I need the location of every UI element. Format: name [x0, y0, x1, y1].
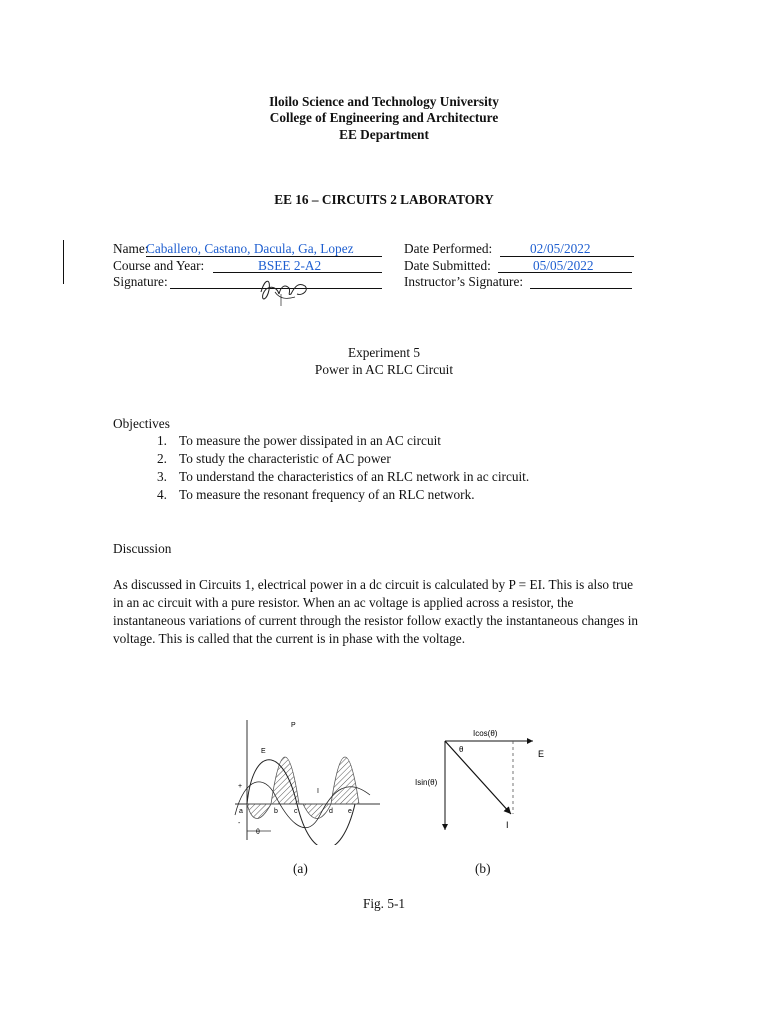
- label-i: I: [317, 788, 319, 795]
- date-submitted-value: 05/05/2022: [533, 258, 594, 273]
- objective-item: [157, 469, 529, 485]
- label-minus: -: [238, 820, 241, 827]
- objective-text: To measure the power dissipated in an AC circuit: [179, 433, 441, 448]
- label-e-point: e: [348, 808, 352, 815]
- objective-item: [157, 451, 391, 467]
- figure-a-waveform: [225, 715, 385, 845]
- objectives-heading: Objectives: [113, 416, 170, 431]
- objective-number: 1.: [157, 433, 167, 448]
- course-title: EE 16 – CIRCUITS 2 LABORATORY: [274, 192, 494, 207]
- objective-number: 4.: [157, 487, 167, 502]
- label-theta-b: θ: [459, 745, 464, 754]
- label-theta: θ: [256, 829, 260, 836]
- figure-b-phasor: [405, 722, 565, 837]
- figure-caption: Fig. 5-1: [362, 896, 406, 911]
- label-a: a: [239, 808, 243, 815]
- date-performed-underline: [500, 256, 634, 257]
- date-submitted-label: Date Submitted:: [404, 258, 491, 273]
- label-e: E: [261, 748, 266, 755]
- margin-line: [63, 240, 64, 284]
- objective-item: [157, 487, 475, 503]
- discussion-heading: Discussion: [113, 541, 172, 556]
- name-value: Caballero, Castano, Dacula, Ga, Lopez: [146, 241, 354, 256]
- objective-number: 2.: [157, 451, 167, 466]
- i-phasor: [445, 741, 511, 814]
- name-underline: [146, 256, 382, 257]
- experiment-number: Experiment 5: [347, 345, 420, 360]
- label-e-b: E: [538, 749, 545, 759]
- college-name: College of Engineering and Architecture: [269, 110, 499, 125]
- date-performed-label: Date Performed:: [404, 241, 493, 256]
- experiment-title: Power in AC RLC Circuit: [314, 362, 454, 377]
- caption-a: (a): [293, 861, 308, 876]
- label-icos: Icos(θ): [473, 729, 498, 738]
- name-label: Name:: [113, 241, 149, 256]
- objective-number: 3.: [157, 469, 167, 484]
- instructor-signature-label: Instructor’s Signature:: [404, 274, 524, 289]
- university-name: Iloilo Science and Technology University: [269, 94, 499, 109]
- handwritten-signature: [255, 270, 315, 308]
- label-i-b: I: [506, 820, 509, 830]
- power-area: [331, 757, 359, 804]
- objective-item: [157, 433, 441, 449]
- objective-text: To study the characteristic of AC power: [179, 451, 391, 466]
- label-plus: +: [238, 783, 243, 790]
- label-b: b: [274, 808, 278, 815]
- course-value: BSEE 2-A2: [258, 258, 322, 273]
- label-c: c: [294, 808, 298, 815]
- department-name: EE Department: [339, 127, 429, 142]
- caption-b: (b): [475, 861, 491, 876]
- discussion-paragraph: As discussed in Circuits 1, electrical power in a dc circuit is calculated by P = EI. This is also true in an ac circuit with a pure resistor. When an ac voltage is applied across a resistor, the instantaneous variations of current through the resistor follow exactly the instantaneous changes in voltage. This is called that the current is in phase with the voltage.: [113, 577, 639, 646]
- power-area: [303, 804, 331, 819]
- instructor-signature-underline: [530, 288, 632, 289]
- label-p: P: [291, 722, 296, 729]
- objective-text: To measure the resonant frequency of an RLC network.: [179, 487, 475, 502]
- course-label: Course and Year:: [113, 258, 205, 273]
- signature-label: Signature:: [113, 274, 168, 289]
- objective-text: To understand the characteristics of an RLC network in ac circuit.: [179, 469, 530, 484]
- date-submitted-underline: [498, 272, 632, 273]
- date-performed-value: 02/05/2022: [530, 241, 591, 256]
- label-isin: Isin(θ): [415, 778, 438, 787]
- label-d: d: [329, 808, 333, 815]
- power-area: [247, 804, 271, 819]
